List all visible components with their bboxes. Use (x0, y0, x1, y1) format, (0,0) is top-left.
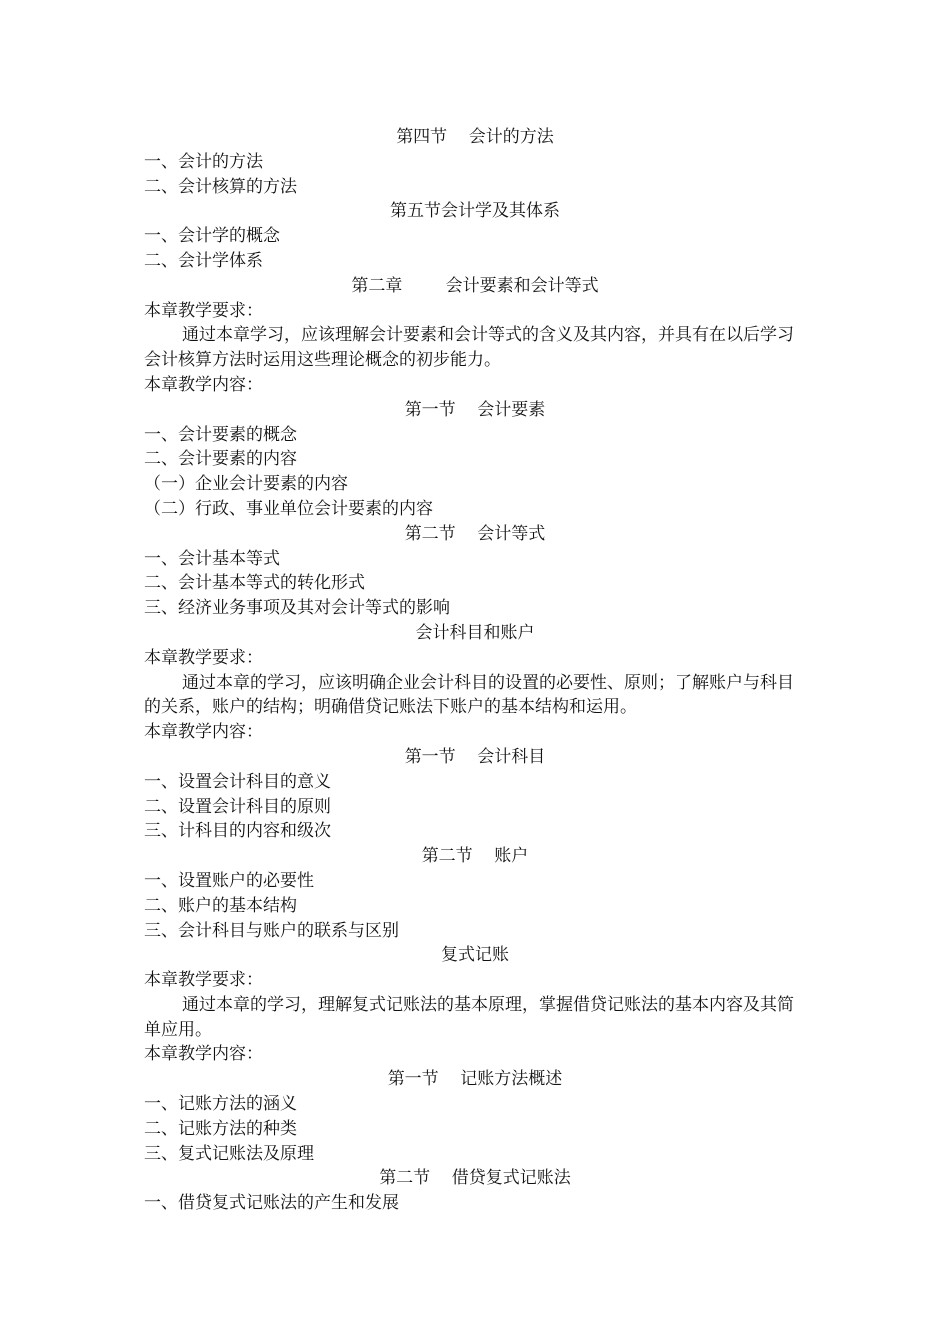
list-item: （二）行政、事业单位会计要素的内容 (144, 498, 433, 519)
list-item: 本章教学要求： (144, 647, 263, 668)
list-item: 二、会计学体系 (144, 250, 263, 271)
list-item: 本章教学要求： (144, 970, 263, 991)
list-item: 本章教学内容： (144, 722, 263, 743)
list-item: 二、记账方法的种类 (144, 1118, 297, 1139)
body-paragraph: 通过本章学习，应该理解会计要素和会计等式的含义及其内容，并具有在以后学习会计核算方法时运用这些理论概念的初步能力。 (144, 325, 794, 371)
list-item: 本章教学要求： (144, 300, 263, 321)
list-item: （一）企业会计要素的内容 (144, 474, 348, 495)
list-item: 本章教学内容： (144, 374, 263, 395)
list-item: 一、设置账户的必要性 (144, 870, 314, 891)
list-item: 一、借贷复式记账法的产生和发展 (144, 1193, 399, 1214)
section-heading: 第二章 会计要素和会计等式 (351, 275, 599, 296)
list-item: 二、会计基本等式的转化形式 (144, 573, 365, 594)
list-item: 一、设置会计科目的意义 (144, 771, 331, 792)
list-item: 一、记账方法的涵义 (144, 1094, 297, 1115)
list-item: 一、会计学的概念 (144, 226, 280, 247)
list-item: 三、复式记账法及原理 (144, 1143, 314, 1164)
list-item: 三、经济业务事项及其对会计等式的影响 (144, 598, 450, 619)
list-item: 二、设置会计科目的原则 (144, 796, 331, 817)
section-heading: 第四节 会计的方法 (396, 127, 554, 147)
list-item: 本章教学内容： (144, 1044, 263, 1065)
section-heading: 第五节会计学及其体系 (390, 201, 560, 222)
list-item: 一、会计基本等式 (144, 548, 280, 569)
section-heading: 第二节 账户 (421, 846, 529, 867)
document-page (144, 125, 806, 1216)
section-heading: 第二节 借贷复式记账法 (379, 1168, 571, 1189)
body-paragraph: 通过本章的学习，理解复式记账法的基本原理，掌握借贷记账法的基本内容及其简单应用。 (144, 994, 794, 1040)
list-item: 一、会计的方法 (144, 151, 263, 172)
list-item: 二、账户的基本结构 (144, 895, 297, 916)
list-item: 三、会计科目与账户的联系与区别 (144, 920, 399, 941)
list-item: 三、计科目的内容和级次 (144, 821, 331, 842)
list-item: 二、会计要素的内容 (144, 449, 297, 470)
body-paragraph: 通过本章的学习，应该明确企业会计科目的设置的必要性、原则；了解账户与科目的关系，账户的结构；明确借贷记账法下账户的基本结构和运用。 (144, 672, 794, 718)
section-heading: 会计科目和账户 (415, 622, 535, 643)
list-item: 二、会计核算的方法 (144, 176, 297, 197)
section-heading: 第二节 会计等式 (404, 523, 546, 544)
section-heading: 第一节 记账方法概述 (387, 1069, 563, 1090)
list-item: 一、会计要素的概念 (144, 424, 297, 445)
section-heading: 第一节 会计要素 (404, 399, 546, 420)
section-heading: 第一节 会计科目 (404, 746, 546, 767)
section-heading: 复式记账 (441, 945, 509, 966)
